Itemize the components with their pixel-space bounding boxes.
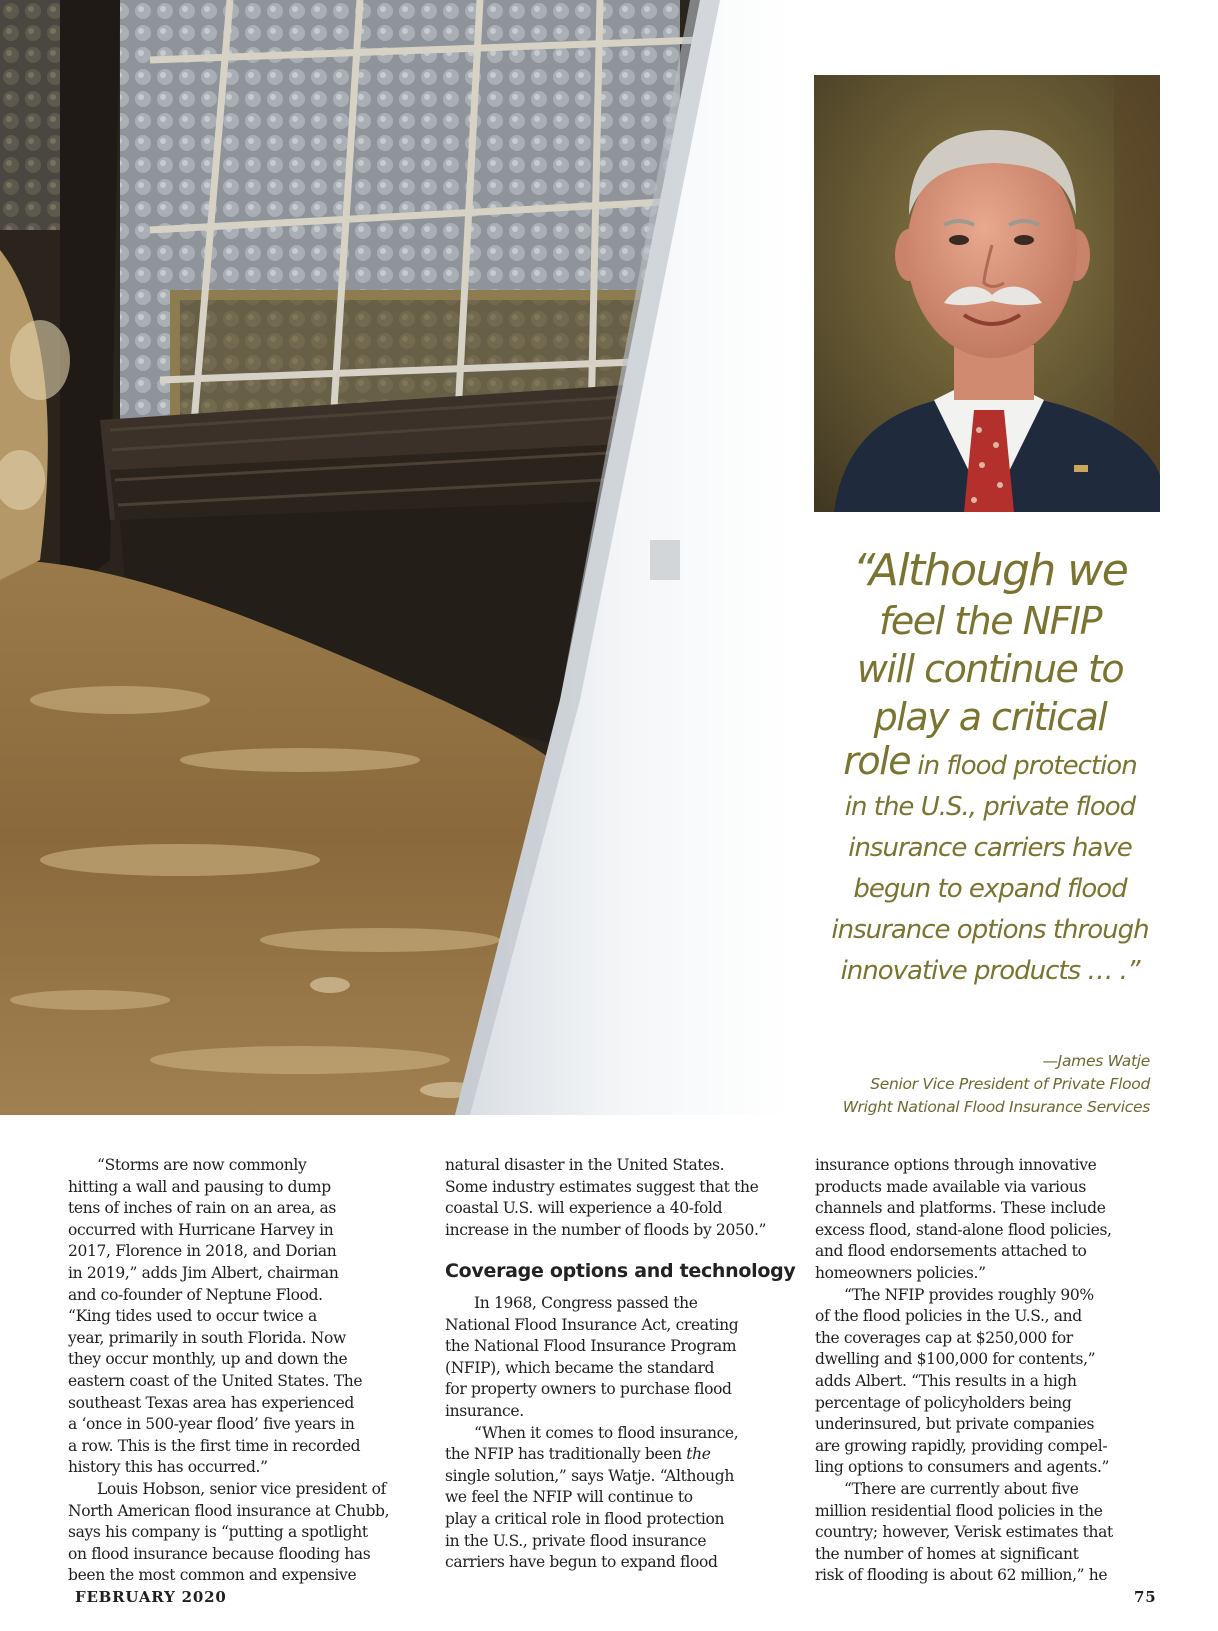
page-number: 75 <box>1134 1588 1157 1606</box>
pull-quote-attribution <box>800 1050 1150 1119</box>
body-text-line: a row. This is the first time in recorded <box>68 1436 361 1455</box>
portrait-illustration <box>814 75 1160 512</box>
body-text-line: been the most common and expensive <box>68 1566 357 1585</box>
body-text-line: adds Albert. “This results in a high <box>815 1371 1077 1390</box>
body-text-line: Louis Hobson, senior vice president of <box>97 1479 386 1498</box>
body-text-line: the coverages cap at $250,000 for <box>815 1328 1073 1347</box>
body-text-line: North American flood insurance at Chubb, <box>68 1501 390 1520</box>
body-text-line: dwelling and $100,000 for contents,” <box>815 1350 1096 1369</box>
body-text-line: play a critical role in flood protection <box>445 1509 725 1528</box>
body-text-line: single solution,” says Watje. “Although <box>445 1466 734 1485</box>
pull-quote-line: will continue to <box>856 647 1124 691</box>
body-text-line: year, primarily in south Florida. Now <box>68 1328 346 1347</box>
body-column-1 <box>68 1155 416 1587</box>
pull-quote-role-rest: in flood protection <box>910 751 1137 781</box>
body-text-line: a ‘once in 500-year flood’ five years in <box>68 1415 355 1434</box>
pull-quote-role-line <box>800 741 1180 787</box>
pull-quote-line: feel the NFIP <box>878 599 1102 643</box>
body-text-line: million residential flood policies in the <box>815 1501 1103 1520</box>
body-text-line: are growing rapidly, providing compel- <box>815 1436 1108 1455</box>
body-text-line: (NFIP), which became the standard <box>445 1358 715 1377</box>
body-text-line: says his company is “putting a spotlight <box>68 1523 368 1542</box>
portrait-photo <box>814 75 1160 512</box>
pull-quote-line: innovative products … .” <box>840 956 1140 986</box>
body-text-line: and co-founder of Neptune Flood. <box>68 1285 323 1304</box>
body-text-line: and flood endorsements attached to <box>815 1242 1087 1261</box>
body-text-line: for property owners to purchase flood <box>445 1380 732 1399</box>
pull-quote-role-word: role <box>843 739 911 783</box>
body-text-line: the National Flood Insurance Program <box>445 1337 737 1356</box>
pull-quote <box>800 545 1180 992</box>
body-text-line: “There are currently about five <box>844 1479 1079 1498</box>
pull-quote-line: insurance carriers have <box>848 833 1132 863</box>
attribution-title: Senior Vice President of Private Flood <box>870 1075 1150 1093</box>
body-text-line: the number of homes at significant <box>815 1544 1079 1563</box>
body-text-line: coastal U.S. will experience a 40-fold <box>445 1199 723 1218</box>
body-text-line: tens of inches of rain on an area, as <box>68 1199 336 1218</box>
body-column-3 <box>815 1155 1165 1587</box>
body-text-line: carriers have begun to expand flood <box>445 1553 718 1572</box>
body-text-line: insurance. <box>445 1401 524 1420</box>
body-text-line: Some industry estimates suggest that the <box>445 1177 759 1196</box>
pull-quote-line: in the U.S., private flood <box>844 792 1136 822</box>
body-text-line: of the flood policies in the U.S., and <box>815 1307 1082 1326</box>
body-text-line: country; however, Verisk estimates that <box>815 1523 1113 1542</box>
attribution-name: —James Watje <box>1042 1052 1150 1070</box>
body-text-line: National Flood Insurance Act, creating <box>445 1315 739 1334</box>
body-text-line: excess flood, stand-alone flood policies, <box>815 1220 1112 1239</box>
body-text-line: in the U.S., private flood insurance <box>445 1531 707 1550</box>
body-text-line: they occur monthly, up and down the <box>68 1350 348 1369</box>
body-column-2 <box>445 1155 796 1574</box>
pull-quote-line: “Although we <box>852 545 1128 596</box>
body-text-line: in 2019,” adds Jim Albert, chairman <box>68 1263 339 1282</box>
body-text-line: “The NFIP provides roughly 90% <box>844 1285 1094 1304</box>
body-text-line: we feel the NFIP will continue to <box>445 1488 693 1507</box>
body-text-line: underinsured, but private companies <box>815 1415 1095 1434</box>
body-text-line: 2017, Florence in 2018, and Dorian <box>68 1242 337 1261</box>
body-text-line: channels and platforms. These include <box>815 1199 1106 1218</box>
section-subhead: Coverage options and technology <box>445 1260 796 1283</box>
body-text-line: insurance options through innovative <box>815 1156 1097 1174</box>
body-text-line: “King tides used to occur twice a <box>68 1307 317 1326</box>
flood-photo <box>0 0 790 1115</box>
body-text-line: occurred with Hurricane Harvey in <box>68 1220 334 1239</box>
body-text-line: the NFIP has traditionally been the <box>445 1445 711 1464</box>
body-text-line: natural disaster in the United States. <box>445 1156 725 1174</box>
pull-quote-line: insurance options through <box>831 915 1149 945</box>
body-text-line: increase in the number of floods by 2050.” <box>445 1220 767 1239</box>
body-text-line: risk of flooding is about 62 million,” he <box>815 1566 1108 1585</box>
body-text-line: In 1968, Congress passed the <box>474 1293 698 1312</box>
body-text-line: ling options to consumers and agents.” <box>815 1458 1110 1477</box>
flood-photo-illustration <box>0 0 790 1115</box>
body-text-line: history this has occurred.” <box>68 1458 268 1477</box>
emphasized-word: the <box>686 1445 711 1464</box>
pull-quote-line: play a critical <box>873 695 1107 739</box>
issue-date: FEBRUARY 2020 <box>75 1588 227 1606</box>
attribution-company: Wright National Flood Insurance Services <box>842 1098 1150 1116</box>
body-text-line: on flood insurance because flooding has <box>68 1544 371 1563</box>
body-text-line: southeast Texas area has experienced <box>68 1393 354 1412</box>
pull-quote-line: begun to expand flood <box>853 874 1127 904</box>
body-text-line: percentage of policyholders being <box>815 1393 1072 1412</box>
body-text-line: hitting a wall and pausing to dump <box>68 1177 331 1196</box>
body-text-line: “Storms are now commonly <box>97 1156 307 1174</box>
body-text-line: eastern coast of the United States. The <box>68 1371 363 1390</box>
body-text-line: “When it comes to flood insurance, <box>474 1423 739 1442</box>
body-text-line: homeowners policies.” <box>815 1263 986 1282</box>
body-text-line: products made available via various <box>815 1177 1086 1196</box>
